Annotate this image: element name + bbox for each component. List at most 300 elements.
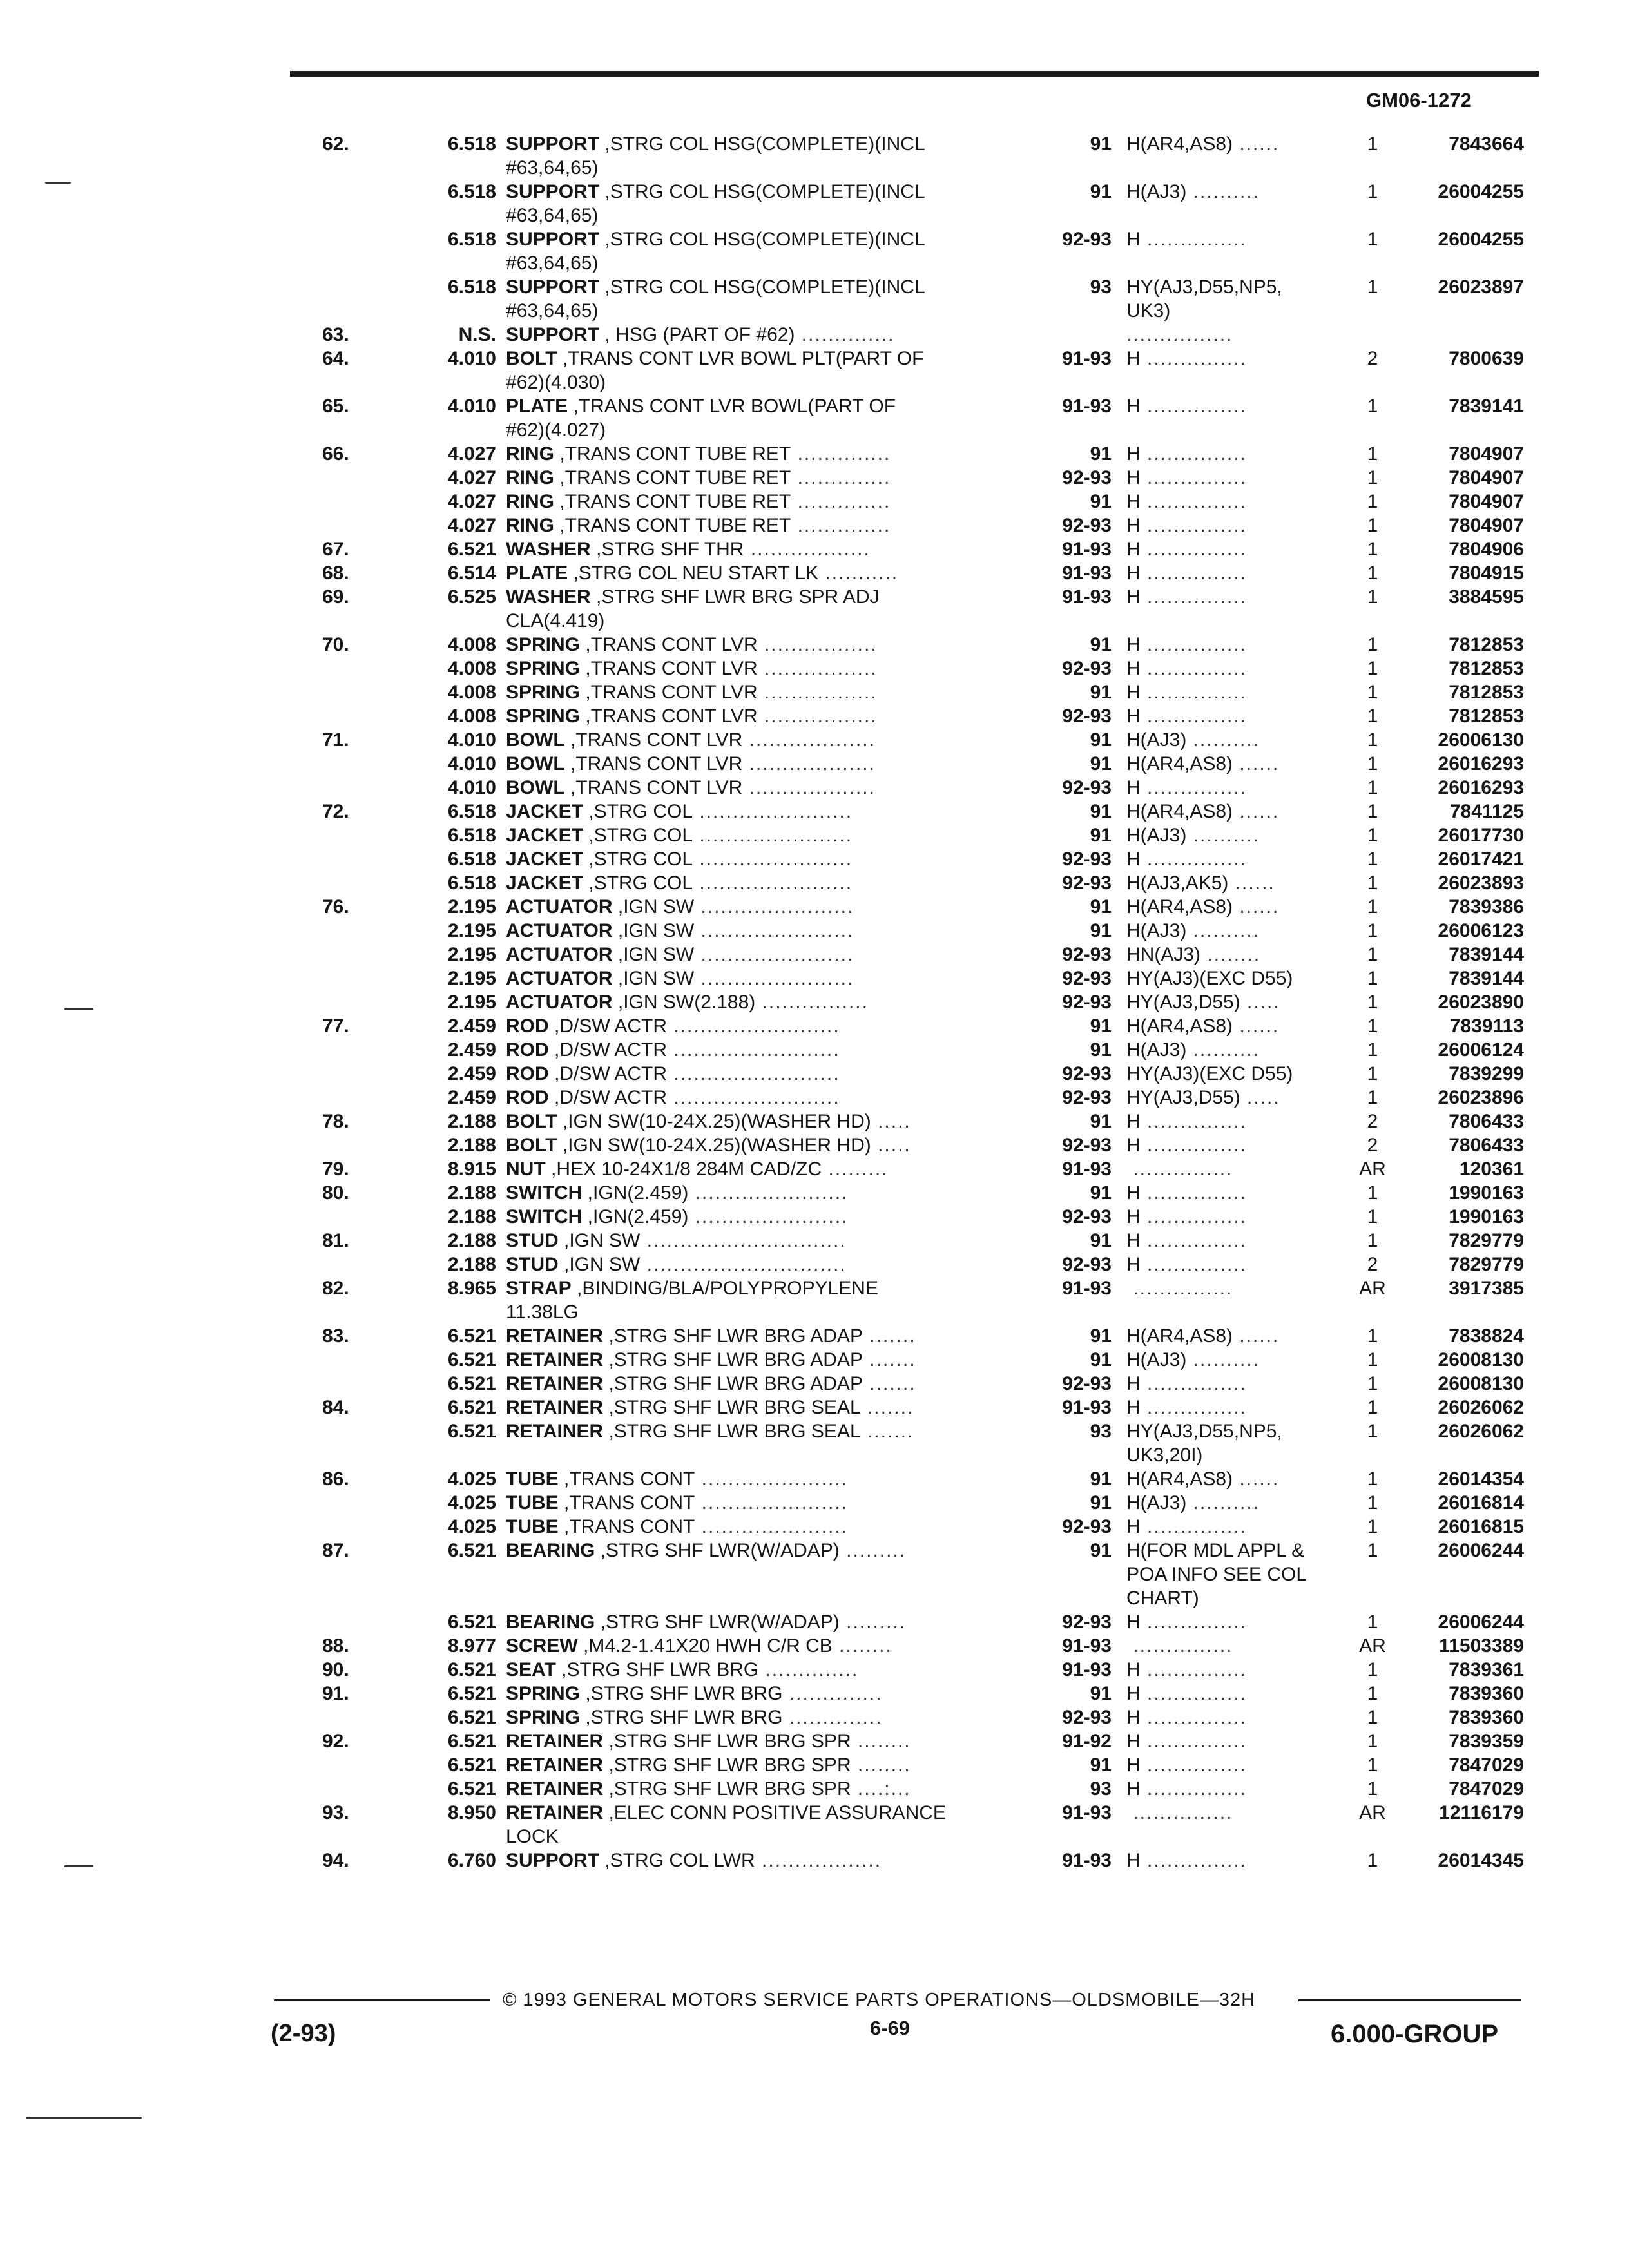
part-description: [506, 490, 1021, 514]
leader-dots: ...............: [1140, 777, 1248, 798]
item-number: 90.: [322, 1659, 349, 1680]
model-applicability: [1126, 1729, 1358, 1753]
model-applicability: [1126, 776, 1358, 800]
model-applicability: [1126, 1276, 1358, 1300]
part-description: [506, 728, 1021, 752]
table-row: [0, 1133, 1629, 1157]
part-detail: ,TRANS CONT: [558, 1516, 695, 1537]
part-description: [506, 1539, 1021, 1562]
part-name: WASHER: [506, 586, 591, 608]
leader-dots: ...............: [1140, 396, 1248, 417]
part-detail: ,IGN SW: [612, 944, 695, 965]
part-detail: ,ELEC CONN POSITIVE ASSURANCE: [603, 1802, 946, 1823]
table-row: [0, 347, 1629, 394]
quantity: AR: [1359, 1278, 1386, 1299]
leader-dots: .................: [757, 634, 878, 655]
part-description: [506, 1372, 1021, 1396]
part-description: [506, 680, 1021, 704]
leader-dots: ..............................: [640, 1254, 847, 1275]
part-number: 26016293: [1438, 753, 1524, 774]
part-detail-continued: #63,64,65): [506, 157, 599, 178]
part-number: 26006130: [1438, 729, 1524, 751]
model-years: 92-93: [1062, 872, 1112, 894]
part-number: 7804907: [1449, 443, 1524, 465]
leader-dots: ...............: [1140, 1516, 1248, 1537]
group-number: 8.950: [447, 1802, 496, 1823]
part-number: 11503389: [1439, 1635, 1524, 1657]
table-row: [0, 1682, 1629, 1706]
table-row: [0, 633, 1629, 657]
model-code-continued: UK3,20I): [1126, 1445, 1203, 1466]
leader-dots: ..........: [1186, 920, 1260, 941]
item-number: 81.: [322, 1230, 349, 1251]
group-number: 4.008: [447, 658, 496, 679]
table-row: [0, 1658, 1629, 1682]
part-name: SPRING: [506, 706, 581, 727]
model-applicability: [1126, 943, 1358, 966]
table-row: [0, 1014, 1629, 1038]
model-code: H(AJ3): [1126, 825, 1187, 846]
part-description: [506, 919, 1021, 943]
model-code: H: [1126, 1850, 1141, 1871]
part-name: NUT: [506, 1158, 546, 1180]
leader-dots: .......................: [694, 968, 854, 989]
part-detail: ,STRG SHF LWR(W/ADAP): [595, 1611, 840, 1633]
part-number: 26016293: [1438, 777, 1524, 798]
leader-dots: .......: [862, 1325, 916, 1347]
group-number: 6.521: [447, 1778, 496, 1800]
model-applicability: [1126, 1539, 1358, 1610]
leader-dots: ..........: [1186, 181, 1260, 202]
table-row: [0, 680, 1629, 704]
part-number: 12116179: [1439, 1802, 1524, 1823]
table-row: [0, 919, 1629, 943]
part-name: BEARING: [506, 1611, 595, 1633]
leader-dots: .......................: [693, 872, 853, 894]
leader-dots: .......................: [694, 944, 854, 965]
model-years: 91: [1090, 1349, 1112, 1370]
part-detail-continued: LOCK: [506, 1826, 559, 1847]
quantity: 1: [1367, 1540, 1378, 1561]
part-description: [506, 561, 1021, 585]
table-row: [0, 1753, 1629, 1777]
part-name: SPRING: [506, 682, 581, 703]
group-number: 6.521: [447, 1540, 496, 1561]
part-number: 26006123: [1438, 920, 1524, 941]
model-applicability: [1126, 1467, 1358, 1491]
group-number: 6.521: [447, 1373, 496, 1394]
leader-dots: ......: [1233, 1015, 1280, 1037]
model-years: 91: [1090, 1230, 1112, 1251]
model-years: 92-93: [1062, 849, 1112, 870]
part-detail: ,TRANS CONT TUBE RET: [554, 515, 791, 536]
model-code: H: [1126, 706, 1141, 727]
model-code: H(AJ3): [1126, 1492, 1187, 1514]
model-code: H: [1126, 658, 1141, 679]
part-description: [506, 394, 1021, 442]
model-applicability: [1126, 442, 1358, 466]
leader-dots: .......................: [693, 849, 853, 870]
leader-dots: ......: [1233, 896, 1280, 918]
model-years: 92-93: [1062, 1611, 1112, 1633]
leader-dots: ...............: [1140, 586, 1248, 608]
part-name: SWITCH: [506, 1206, 583, 1227]
part-description: [506, 1038, 1021, 1062]
part-number: 26014354: [1438, 1468, 1524, 1490]
group-number: 6.521: [447, 1349, 496, 1370]
model-code: HY(AJ3)(EXC D55): [1126, 1063, 1293, 1084]
model-years: 91-93: [1062, 1635, 1112, 1657]
part-detail: ,STRG COL NEU START LK: [568, 562, 819, 584]
part-number: 7804907: [1449, 515, 1524, 536]
part-detail: ,IGN(2.459): [582, 1206, 689, 1227]
leader-dots: ...............: [1140, 1611, 1248, 1633]
part-number: 7812853: [1449, 682, 1524, 703]
leader-dots: ........: [851, 1731, 911, 1752]
part-name: SWITCH: [506, 1182, 583, 1204]
leader-dots: ........: [832, 1635, 892, 1657]
quantity: 1: [1367, 586, 1378, 608]
group-number: 6.521: [447, 1325, 496, 1347]
leader-dots: ...............: [1126, 1635, 1233, 1657]
model-code-continued: POA INFO SEE COL: [1126, 1564, 1307, 1585]
part-name: RETAINER: [506, 1731, 604, 1752]
model-code: H(AJ3,AK5): [1126, 872, 1229, 894]
model-code: H: [1126, 634, 1141, 655]
group-number: 6.521: [447, 1707, 496, 1728]
part-name: RETAINER: [506, 1349, 604, 1370]
leader-dots: ...............: [1140, 682, 1248, 703]
model-years: 91-93: [1062, 539, 1112, 560]
part-name: RETAINER: [506, 1397, 604, 1418]
model-applicability: [1126, 1062, 1358, 1086]
model-years: 93: [1090, 276, 1112, 298]
quantity: 1: [1367, 1087, 1378, 1108]
part-detail: ,IGN SW: [612, 920, 695, 941]
group-number: 6.521: [447, 1397, 496, 1418]
table-row: [0, 1396, 1629, 1419]
part-name: ROD: [506, 1087, 549, 1108]
quantity: 1: [1367, 920, 1378, 941]
part-name: SCREW: [506, 1635, 578, 1657]
part-number: 26004255: [1438, 229, 1524, 250]
model-years: 91-93: [1062, 562, 1112, 584]
item-number: 77.: [322, 1015, 349, 1037]
quantity: 1: [1367, 658, 1378, 679]
model-code: HY(AJ3)(EXC D55): [1126, 968, 1293, 989]
leader-dots: .........................: [667, 1015, 840, 1037]
table-row: [0, 1729, 1629, 1753]
table-row: [0, 1062, 1629, 1086]
part-name: WASHER: [506, 539, 591, 560]
model-years: 93: [1090, 1421, 1112, 1442]
model-years: 91: [1090, 443, 1112, 465]
group-number: 4.025: [447, 1492, 496, 1514]
part-name: SUPPORT: [506, 276, 600, 298]
model-years: 91: [1090, 920, 1112, 941]
leader-dots: .......................: [694, 896, 854, 918]
leader-dots: .........................: [667, 1087, 840, 1108]
quantity: 1: [1367, 1063, 1378, 1084]
part-name: RETAINER: [506, 1421, 604, 1442]
part-name: RING: [506, 467, 554, 488]
part-number: 7829779: [1449, 1230, 1524, 1251]
model-code: H: [1126, 1754, 1141, 1776]
group-number: 2.195: [447, 920, 496, 941]
quantity: 1: [1367, 229, 1378, 250]
model-years: 92-93: [1062, 658, 1112, 679]
item-number: 63.: [322, 324, 349, 345]
group-number: 6.521: [447, 1683, 496, 1704]
group-number: N.S.: [458, 324, 496, 345]
part-description: [506, 633, 1021, 657]
item-number: 84.: [322, 1397, 349, 1418]
group-number: 6.518: [447, 276, 496, 298]
model-code: H: [1126, 396, 1141, 417]
part-number: 1990163: [1449, 1182, 1524, 1204]
model-applicability: [1126, 871, 1358, 895]
leader-dots: ......: [1233, 1325, 1280, 1347]
table-row: [0, 1515, 1629, 1539]
leader-dots: .....: [1240, 992, 1280, 1013]
part-name: JACKET: [506, 849, 584, 870]
part-name: TUBE: [506, 1468, 559, 1490]
model-code: H: [1126, 229, 1141, 250]
group-number: 2.195: [447, 992, 496, 1013]
model-years: 92-93: [1062, 944, 1112, 965]
quantity: 1: [1367, 1683, 1378, 1704]
part-name: ROD: [506, 1015, 549, 1037]
part-number: 7839360: [1449, 1683, 1524, 1704]
part-description: [506, 1419, 1021, 1443]
leader-dots: ..............: [791, 443, 891, 465]
group-number: 4.010: [447, 729, 496, 751]
model-applicability: [1126, 1181, 1358, 1205]
model-applicability: [1126, 1014, 1358, 1038]
model-years: 91: [1090, 825, 1112, 846]
part-description: [506, 1777, 1021, 1801]
model-applicability: [1126, 227, 1358, 251]
model-applicability: [1126, 132, 1358, 156]
model-applicability: [1126, 1324, 1358, 1348]
table-row: [0, 132, 1629, 180]
part-description: [506, 1729, 1021, 1753]
part-name: SPRING: [506, 658, 581, 679]
item-number: 69.: [322, 586, 349, 608]
item-number: 80.: [322, 1182, 349, 1204]
model-code: H: [1126, 1707, 1141, 1728]
part-detail: , HSG (PART OF #62): [599, 324, 795, 345]
group-number: 4.008: [447, 634, 496, 655]
model-applicability: [1126, 800, 1358, 823]
table-row: [0, 1706, 1629, 1729]
part-detail: ,D/SW ACTR: [548, 1087, 668, 1108]
model-applicability: [1126, 466, 1358, 490]
part-detail: ,STRG COL: [583, 825, 693, 846]
leader-dots: ...............: [1140, 1659, 1248, 1680]
model-applicability: [1126, 657, 1358, 680]
part-description: [506, 990, 1021, 1014]
model-applicability: [1126, 514, 1358, 537]
model-years: 92-93: [1062, 1206, 1112, 1227]
group-number: 6.518: [447, 229, 496, 250]
table-row: [0, 1110, 1629, 1133]
part-detail: ,STRG COL LWR: [599, 1850, 755, 1871]
group-number: 4.027: [447, 443, 496, 465]
part-number: 26017421: [1438, 849, 1524, 870]
part-name: JACKET: [506, 801, 584, 822]
part-number: 26006124: [1438, 1039, 1524, 1061]
leader-dots: ..................: [744, 539, 871, 560]
part-description: [506, 966, 1021, 990]
part-detail: ,M4.2-1.41X20 HWH C/R CB: [577, 1635, 833, 1657]
model-years: 92-93: [1062, 1516, 1112, 1537]
table-row: [0, 847, 1629, 871]
part-detail-continued: #63,64,65): [506, 253, 599, 274]
part-number: 7804915: [1449, 562, 1524, 584]
table-row: [0, 1086, 1629, 1110]
part-detail: ,STRG SHF LWR BRG: [580, 1683, 783, 1704]
leader-dots: ...............: [1140, 1850, 1248, 1871]
leader-dots: ....:...: [851, 1778, 911, 1800]
quantity: 1: [1367, 181, 1378, 202]
group-number: 2.459: [447, 1087, 496, 1108]
quantity: 1: [1367, 849, 1378, 870]
part-detail-continued: #62)(4.030): [506, 372, 606, 393]
part-name: SPRING: [506, 1707, 581, 1728]
part-description: [506, 1634, 1021, 1658]
leader-dots: ...............: [1140, 1778, 1248, 1800]
part-number: 7839144: [1449, 944, 1524, 965]
item-number: 86.: [322, 1468, 349, 1490]
leader-dots: ..............: [791, 515, 891, 536]
model-applicability: [1126, 1157, 1358, 1181]
item-number: 88.: [322, 1635, 349, 1657]
part-description: [506, 657, 1021, 680]
part-detail: ,TRANS CONT: [558, 1468, 695, 1490]
table-row: [0, 1372, 1629, 1396]
part-name: STUD: [506, 1254, 559, 1275]
part-detail: ,STRG SHF LWR BRG ADAP: [603, 1325, 863, 1347]
part-description: [506, 466, 1021, 490]
part-description: [506, 776, 1021, 800]
model-years: 91-93: [1062, 1802, 1112, 1823]
table-row: [0, 1038, 1629, 1062]
model-code: H: [1126, 1659, 1141, 1680]
part-detail: ,STRG SHF LWR BRG SPR: [603, 1778, 851, 1800]
part-detail: ,TRANS CONT TUBE RET: [554, 443, 791, 465]
part-detail: ,IGN(2.459): [582, 1182, 689, 1204]
table-row: [0, 1801, 1629, 1849]
model-applicability: [1126, 704, 1358, 728]
model-years: 92-93: [1062, 467, 1112, 488]
leader-dots: ...............: [1140, 1254, 1248, 1275]
leader-dots: .................: [757, 658, 878, 679]
model-years: 91-92: [1062, 1731, 1112, 1752]
model-code: H: [1126, 1230, 1141, 1251]
table-row: [0, 1491, 1629, 1515]
table-row: [0, 1205, 1629, 1229]
quantity: 1: [1367, 1516, 1378, 1537]
part-name: RETAINER: [506, 1754, 604, 1776]
part-name: BOLT: [506, 1111, 557, 1132]
part-detail: ,STRG SHF LWR BRG SEAL: [603, 1421, 861, 1442]
model-years: 92-93: [1062, 992, 1112, 1013]
item-number: 71.: [322, 729, 349, 751]
quantity: 1: [1367, 562, 1378, 584]
part-description: [506, 847, 1021, 871]
quantity: 1: [1367, 896, 1378, 918]
group-number: 4.025: [447, 1468, 496, 1490]
parts-table: [0, 132, 1629, 1872]
part-number: 7839360: [1449, 1707, 1524, 1728]
item-number: 67.: [322, 539, 349, 560]
table-row: [0, 1634, 1629, 1658]
part-detail-continued: #62)(4.027): [506, 419, 606, 441]
part-number: 26014345: [1438, 1850, 1524, 1871]
leader-dots: ...............: [1140, 1230, 1248, 1251]
part-number: 1990163: [1449, 1206, 1524, 1227]
part-detail: ,D/SW ACTR: [548, 1015, 668, 1037]
model-years: 91: [1090, 181, 1112, 202]
part-number: 7804907: [1449, 491, 1524, 512]
quantity: 1: [1367, 634, 1378, 655]
part-number: 7847029: [1449, 1778, 1524, 1800]
quantity: 1: [1367, 443, 1378, 465]
model-applicability: [1126, 1419, 1358, 1467]
quantity: 1: [1367, 1039, 1378, 1061]
item-number: 87.: [322, 1540, 349, 1561]
part-name: ROD: [506, 1039, 549, 1061]
part-detail: ,TRANS CONT TUBE RET: [554, 467, 791, 488]
table-row: [0, 823, 1629, 847]
group-number: 6.521: [447, 1421, 496, 1442]
leader-dots: ......: [1233, 801, 1280, 822]
model-code: H(AR4,AS8): [1126, 801, 1233, 822]
model-code: HN(AJ3): [1126, 944, 1201, 965]
part-detail: ,IGN SW(2.188): [612, 992, 756, 1013]
model-code: H: [1126, 1397, 1141, 1418]
part-detail: ,STRG COL HSG(COMPLETE)(INCL: [599, 181, 925, 202]
leader-dots: ...............: [1140, 491, 1248, 512]
model-code: H: [1126, 682, 1141, 703]
part-description: [506, 704, 1021, 728]
part-description: [506, 1706, 1021, 1729]
quantity: 1: [1367, 515, 1378, 536]
model-years: 92-93: [1062, 968, 1112, 989]
model-years: 91: [1090, 682, 1112, 703]
part-detail: ,TRANS CONT LVR BOWL(PART OF: [568, 396, 896, 417]
table-row: [0, 227, 1629, 275]
item-number: 79.: [322, 1158, 349, 1180]
leader-dots: ........: [851, 1754, 911, 1776]
part-number: 7800639: [1449, 348, 1524, 369]
part-name: BOLT: [506, 348, 557, 369]
leader-dots: ..................: [755, 1850, 882, 1871]
model-years: 91: [1090, 1325, 1112, 1347]
part-detail: ,TRANS CONT LVR: [580, 634, 758, 655]
part-name: ACTUATOR: [506, 896, 613, 918]
quantity: 1: [1367, 467, 1378, 488]
part-name: ACTUATOR: [506, 992, 613, 1013]
part-name: STRAP: [506, 1278, 572, 1299]
quantity: 1: [1367, 1015, 1378, 1037]
part-description: [506, 943, 1021, 966]
group-number: 8.915: [447, 1158, 496, 1180]
part-name: TUBE: [506, 1492, 559, 1514]
part-number: 7806433: [1449, 1135, 1524, 1156]
model-applicability: [1126, 966, 1358, 990]
